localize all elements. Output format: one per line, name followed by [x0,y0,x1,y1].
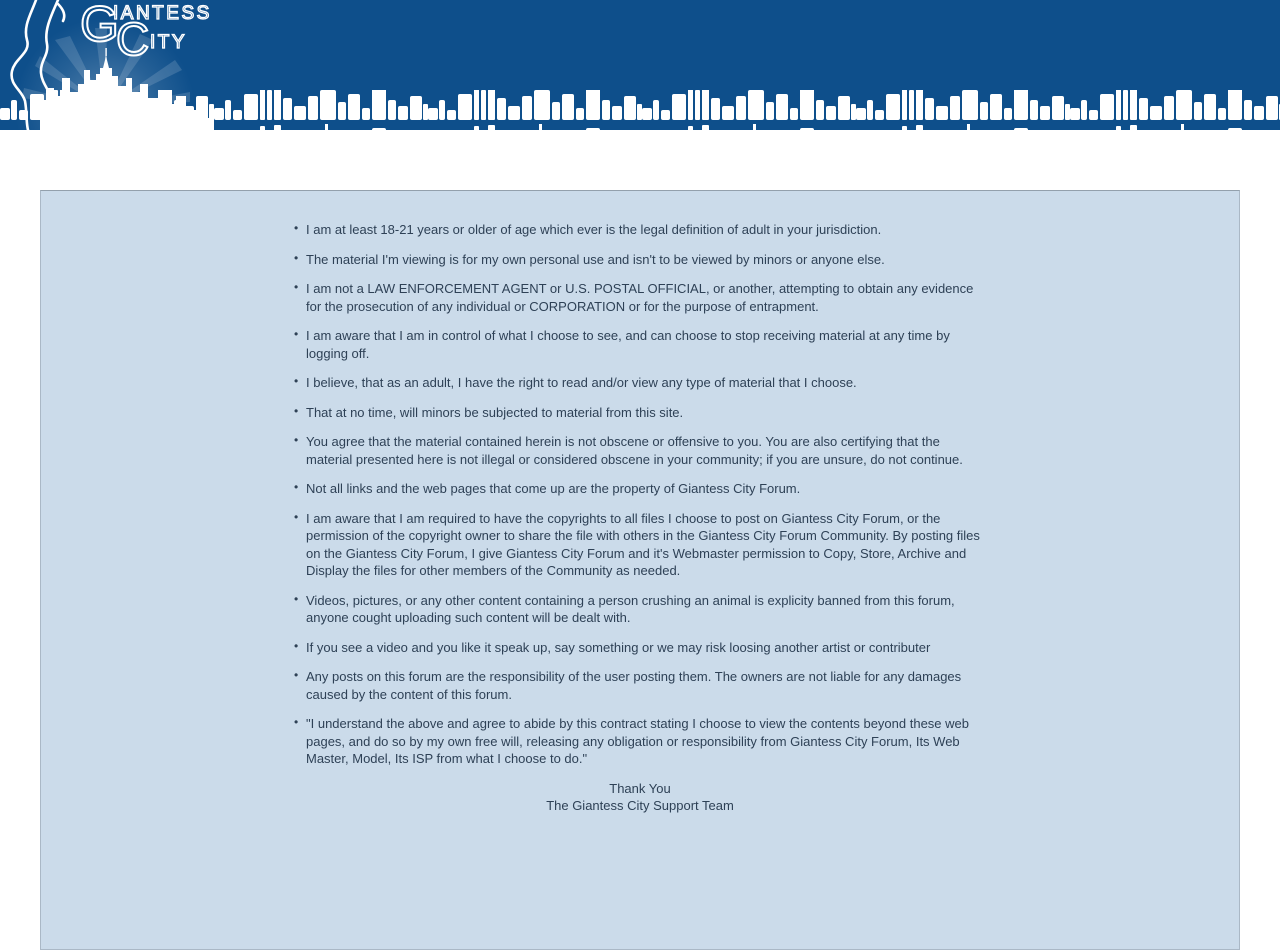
logo-word-ity: ITY [150,32,188,53]
terms-item: • The material I'm viewing is for my own personal use and isn't to be viewed by minors or anyone else. [306,251,986,269]
terms-item: • I am not a LAW ENFORCEMENT AGENT or U.S. POSTAL OFFICIAL, or another, attempting to obtain any evidence for the prosecution of any individual or CORPORATION or for the purpose of entrapment. [306,280,986,315]
terms-item: • If you see a video and you like it speak up, say something or we may risk loosing another artist or contributer [306,639,986,657]
terms-item: • I am at least 18-21 years or older of age which ever is the legal definition of adult in your jurisdiction. [306,221,986,239]
site-header [0,0,1280,130]
logo-word-iantess: IANTESS [113,3,212,24]
closing-thank-you: Thank You [609,780,671,796]
logo-letter-c: C [116,13,150,65]
terms-panel [40,190,1240,950]
terms-item: • Videos, pictures, or any other content containing a person crushing an animal is explicity banned from this forum, anyone cought uploading such content will be dealt with. [306,592,986,627]
terms-item: • You agree that the material contained herein is not obscene or offensive to you. You are also certifying that the material presented here is not illegal or considered obscene in your community; if you are unsure, do not continue. [306,433,986,468]
terms-item: • Not all links and the web pages that come up are the property of Giantess City Forum. [306,480,986,498]
terms-content [294,191,986,815]
terms-item: • I believe, that as an adult, I have the right to read and/or view any type of material that I choose. [306,374,986,392]
terms-item: • Any posts on this forum are the responsibility of the user posting them. The owners are not liable for any damages caused by the content of this forum. [306,668,986,703]
logo-letter-g: G [80,0,119,52]
giantess-city-banner [0,0,1280,130]
terms-item: • That at no time, will minors be subjected to material from this site. [306,404,986,422]
terms-item: • "I understand the above and agree to abide by this contract stating I choose to view the contents beyond these web pages, and do so by my own free will, releasing any obligation or responsibility from Giantess City Forum, Its Web Master, Model, Its ISP from what I choose to do." [306,715,986,768]
terms-item: • I am aware that I am in control of what I choose to see, and can choose to stop receiving material at any time by logging off. [306,327,986,362]
page-body [0,190,1280,950]
terms-list [294,221,986,768]
terms-item: • I am aware that I am required to have the copyrights to all files I choose to post on Giantess City Forum, or the permission of the copyright owner to share the file with others in the Giantess City Forum Community. By posting files on the Giantess City Forum, I give Giantess City Forum and it's Webmaster permission to Copy, Store, Archive and Display the files for other members of the Community as needed. [306,510,986,580]
closing-support-team: The Giantess City Support Team [546,798,734,813]
